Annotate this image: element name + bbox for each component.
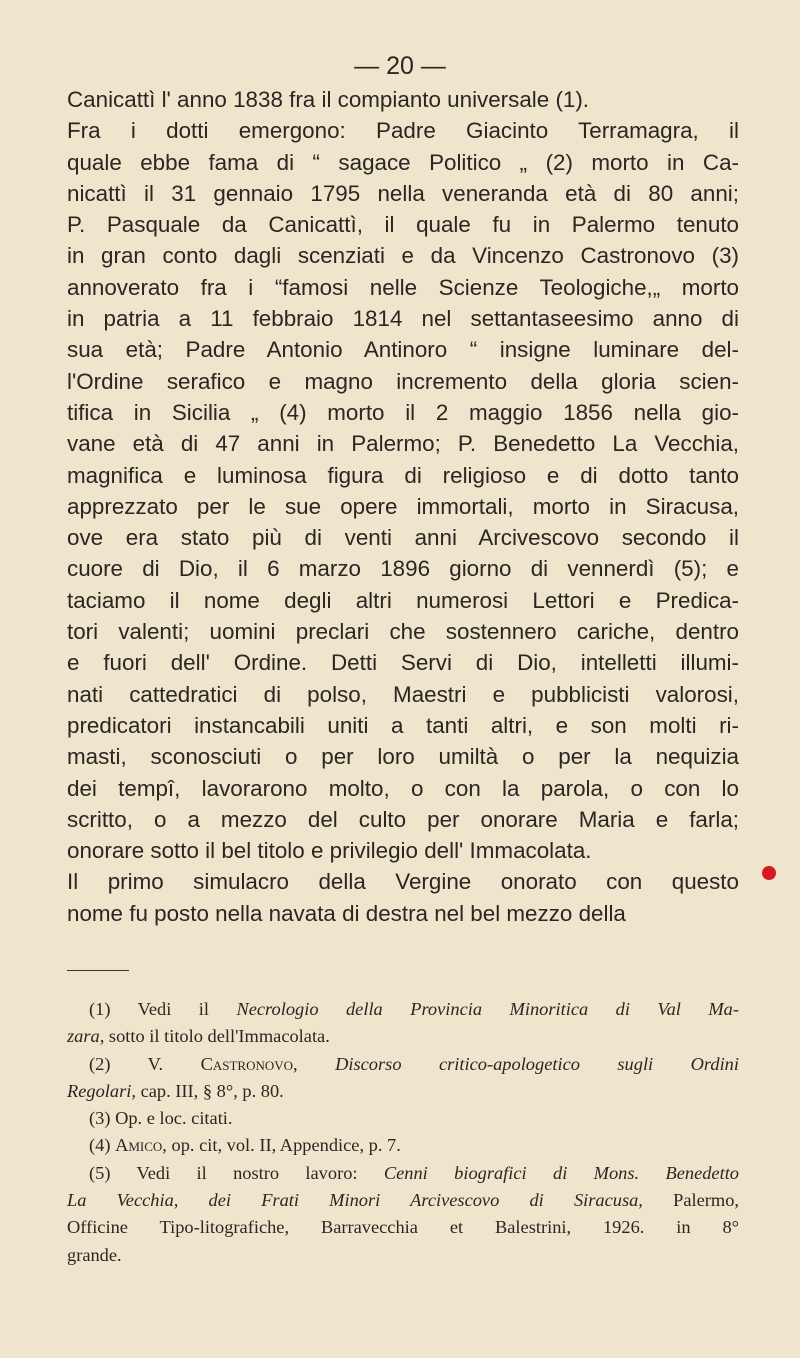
- footnote-1-cont: zara, sotto il titolo dell'Immacolata.: [67, 1026, 330, 1047]
- footnote-2-title: Discorso critico-apologetico sugli Ordini: [335, 1053, 739, 1074]
- footnote-5-number: (5): [89, 1162, 111, 1183]
- text-line: masti, sconosciuti o per loro umiltà o per la nequizia: [67, 744, 739, 770]
- footnote-5-title: Cenni biografici di Mons. Benedetto: [383, 1162, 740, 1183]
- text-line: Canicattì l' anno 1838 fra il compianto universale (1).: [67, 87, 590, 112]
- footnote-1-title: Necrologio della Provincia Minoritica di Val Ma-: [236, 999, 739, 1019]
- red-dot-mark: [762, 866, 776, 880]
- text-line: scritto, o a mezzo del culto per onorare Maria e farla;: [67, 806, 739, 832]
- body-text: [67, 84, 739, 929]
- footnote-4: (4) Amico, op. cit, vol. II, Appendice, p. 7.: [89, 1135, 401, 1156]
- text-line: in gran conto dagli scenziati e da Vincenzo Castronovo (3): [67, 243, 739, 269]
- footnote-1-number: (1): [89, 999, 111, 1019]
- text-line: quale ebbe fama di “ sagace Politico „ (2) morto in Ca-: [67, 149, 739, 175]
- text-line: apprezzato per le sue opere immortali, morto in Siracusa,: [67, 493, 739, 519]
- footnote-2-cont: Regolari, cap. III, § 8°, p. 80.: [67, 1080, 284, 1101]
- footnote-5-cont-3: grande.: [67, 1244, 122, 1265]
- text-line: Il primo simulacro della Vergine onorato con questo: [67, 869, 739, 895]
- text-line: e fuori dell' Ordine. Detti Servi di Dio, intelletti illumi-: [67, 650, 739, 676]
- footnotes: [67, 996, 739, 1269]
- text-line: onorare sotto il bel titolo e privilegio dell' Immacolata.: [67, 838, 592, 864]
- footnote-2-author: Castronovo,: [200, 1053, 298, 1074]
- footnote-3-number: (3): [89, 1108, 111, 1129]
- footnote-5: (5) Vedi il nostro lavoro: Cenni biografici di Mons. Benedetto: [89, 1162, 740, 1183]
- footnote-5-cont-2: Officine Tipo-litografiche, Barravecchia et Balestrini, 1926. in 8°: [67, 1217, 739, 1238]
- text-line: ove era stato più di venti anni Arcivescovo secondo il: [67, 525, 739, 551]
- footnote-3: (3) Op. e loc. citati.: [89, 1108, 233, 1129]
- text-line: nicattì il 31 gennaio 1795 nella veneranda età di 80 anni;: [67, 180, 739, 206]
- footnote-4-number: (4): [89, 1135, 111, 1156]
- text-line: tifica in Sicilia „ (4) morto il 2 maggio 1856 nella gio-: [67, 399, 739, 425]
- footnote-2: (2) V. Castronovo, Discorso critico-apologetico sugli Ordini: [89, 1053, 739, 1074]
- footnote-separator: [67, 970, 129, 971]
- text-line: l'Ordine serafico e magno incremento della gloria scien-: [67, 368, 739, 394]
- text-line: vane età di 47 anni in Palermo; P. Benedetto La Vecchia,: [67, 431, 739, 457]
- text-line: nati cattedratici di polso, Maestri e pubblicisti valorosi,: [67, 681, 739, 707]
- text-line: in patria a 11 febbraio 1814 nel settantaseesimo anno di: [67, 306, 739, 332]
- text-line: tori valenti; uomini preclari che sostennero cariche, dentro: [67, 619, 739, 645]
- text-line: magnifica e luminosa figura di religioso e di dotto tanto: [67, 462, 739, 488]
- text-line: dei tempî, lavorarono molto, o con la parola, o con lo: [67, 775, 739, 801]
- text-line: predicatori instancabili uniti a tanti altri, e son molti ri-: [67, 712, 739, 738]
- text-line: P. Pasquale da Canicattì, il quale fu in Palermo tenuto: [67, 212, 739, 238]
- text-line: Fra i dotti emergono: Padre Giacinto Terramagra, il: [67, 118, 739, 144]
- text-line: nome fu posto nella navata di destra nel bel mezzo della: [67, 900, 626, 926]
- footnote-5-cont: La Vecchia, dei Frati Minori Arcivescovo di Siracusa, Palermo,: [67, 1190, 739, 1211]
- text-line: taciamo il nome degli altri numerosi Lettori e Predica-: [67, 587, 739, 613]
- footnote-4-author: Amico,: [115, 1135, 167, 1156]
- text-line: cuore di Dio, il 6 marzo 1896 giorno di vennerdì (5); e: [67, 556, 739, 582]
- footnote-2-number: (2): [89, 1053, 111, 1074]
- text-line: sua età; Padre Antonio Antinoro “ insigne luminare del-: [67, 337, 739, 363]
- text-line: annoverato fra i “famosi nelle Scienze Teologiche,„ morto: [67, 274, 739, 300]
- page-number: — 20 —: [354, 52, 446, 80]
- footnote-1: (1) Vedi il Necrologio della Provincia Minoritica di Val Ma-: [89, 999, 739, 1019]
